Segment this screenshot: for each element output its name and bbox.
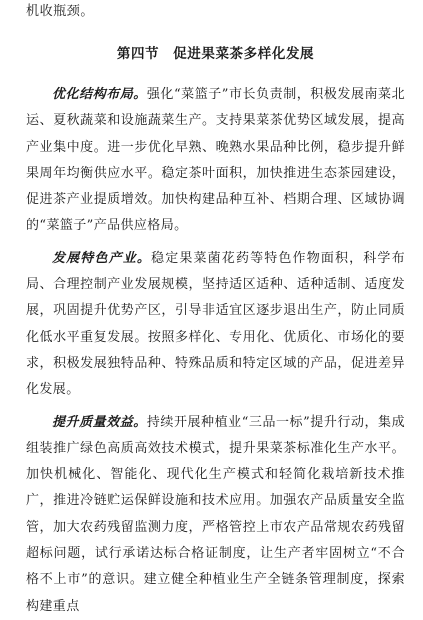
paragraph-optimize-structure (26, 82, 405, 240)
paragraph-lead: 优化结构布局。 (52, 87, 147, 102)
paragraph-body: 强化“菜篮子”市长负责制，积极发展南菜北运、夏秋蔬菜和设施蔬菜生产。支持果菜茶优势区域发展，提高产业集中度。进一步优化早熟、晚熟水果品种比例，稳步提升鲜果周年均衡供应水平。稳定茶叶面积，加快推进生态茶园建设，促进茶产业提质增效。加快构建品种互补、档期合理、区域协调的“菜篮子”产品供应格局。 (26, 87, 405, 234)
section-number: 第四节 (116, 46, 160, 62)
section-title (26, 44, 405, 64)
paragraph-lead: 提升质量效益。 (52, 414, 147, 430)
paragraph-lead: 发展特色产业。 (52, 250, 152, 266)
paragraph-body: 稳定果菜菌花药等特色作物面积，科学布局、合理控制产业发展规模，坚持适区适种、适种适制、适度发展，巩固提升优势产区，引导非适宜区逐步退出生产，防止同质化低水平重复发展。按照多样化、专用化、优质化、市场化的要求，积极发展独特品种、特殊品质和特定区域的产品，促进差异化发展。 (26, 250, 405, 398)
paragraph-develop-specialty (26, 246, 405, 404)
paragraph-improve-quality (26, 410, 405, 620)
previous-text-fragment: 机收瓶颈。 (26, 4, 95, 19)
paragraph-body: 持续开展种植业“三品一标”提升行动，集成组装推广绿色高质高效技术模式，提升果菜茶标准化生产水平。加快机械化、智能化、现代化生产模式和轻简化栽培新技术推广，推进冷链贮运保鲜设施和技术应用。加强农产品质量安全监管，加大农药残留监测力度，严格管控上市农产品常规农药残留超标问题，试行承诺达标合格证制度，让生产者牢固树立“不合格不上市”的意识。建立健全种植业生产全链条管理制度，探索构建重点 (26, 414, 405, 614)
section-heading: 促进果菜茶多样化发展 (173, 46, 315, 62)
